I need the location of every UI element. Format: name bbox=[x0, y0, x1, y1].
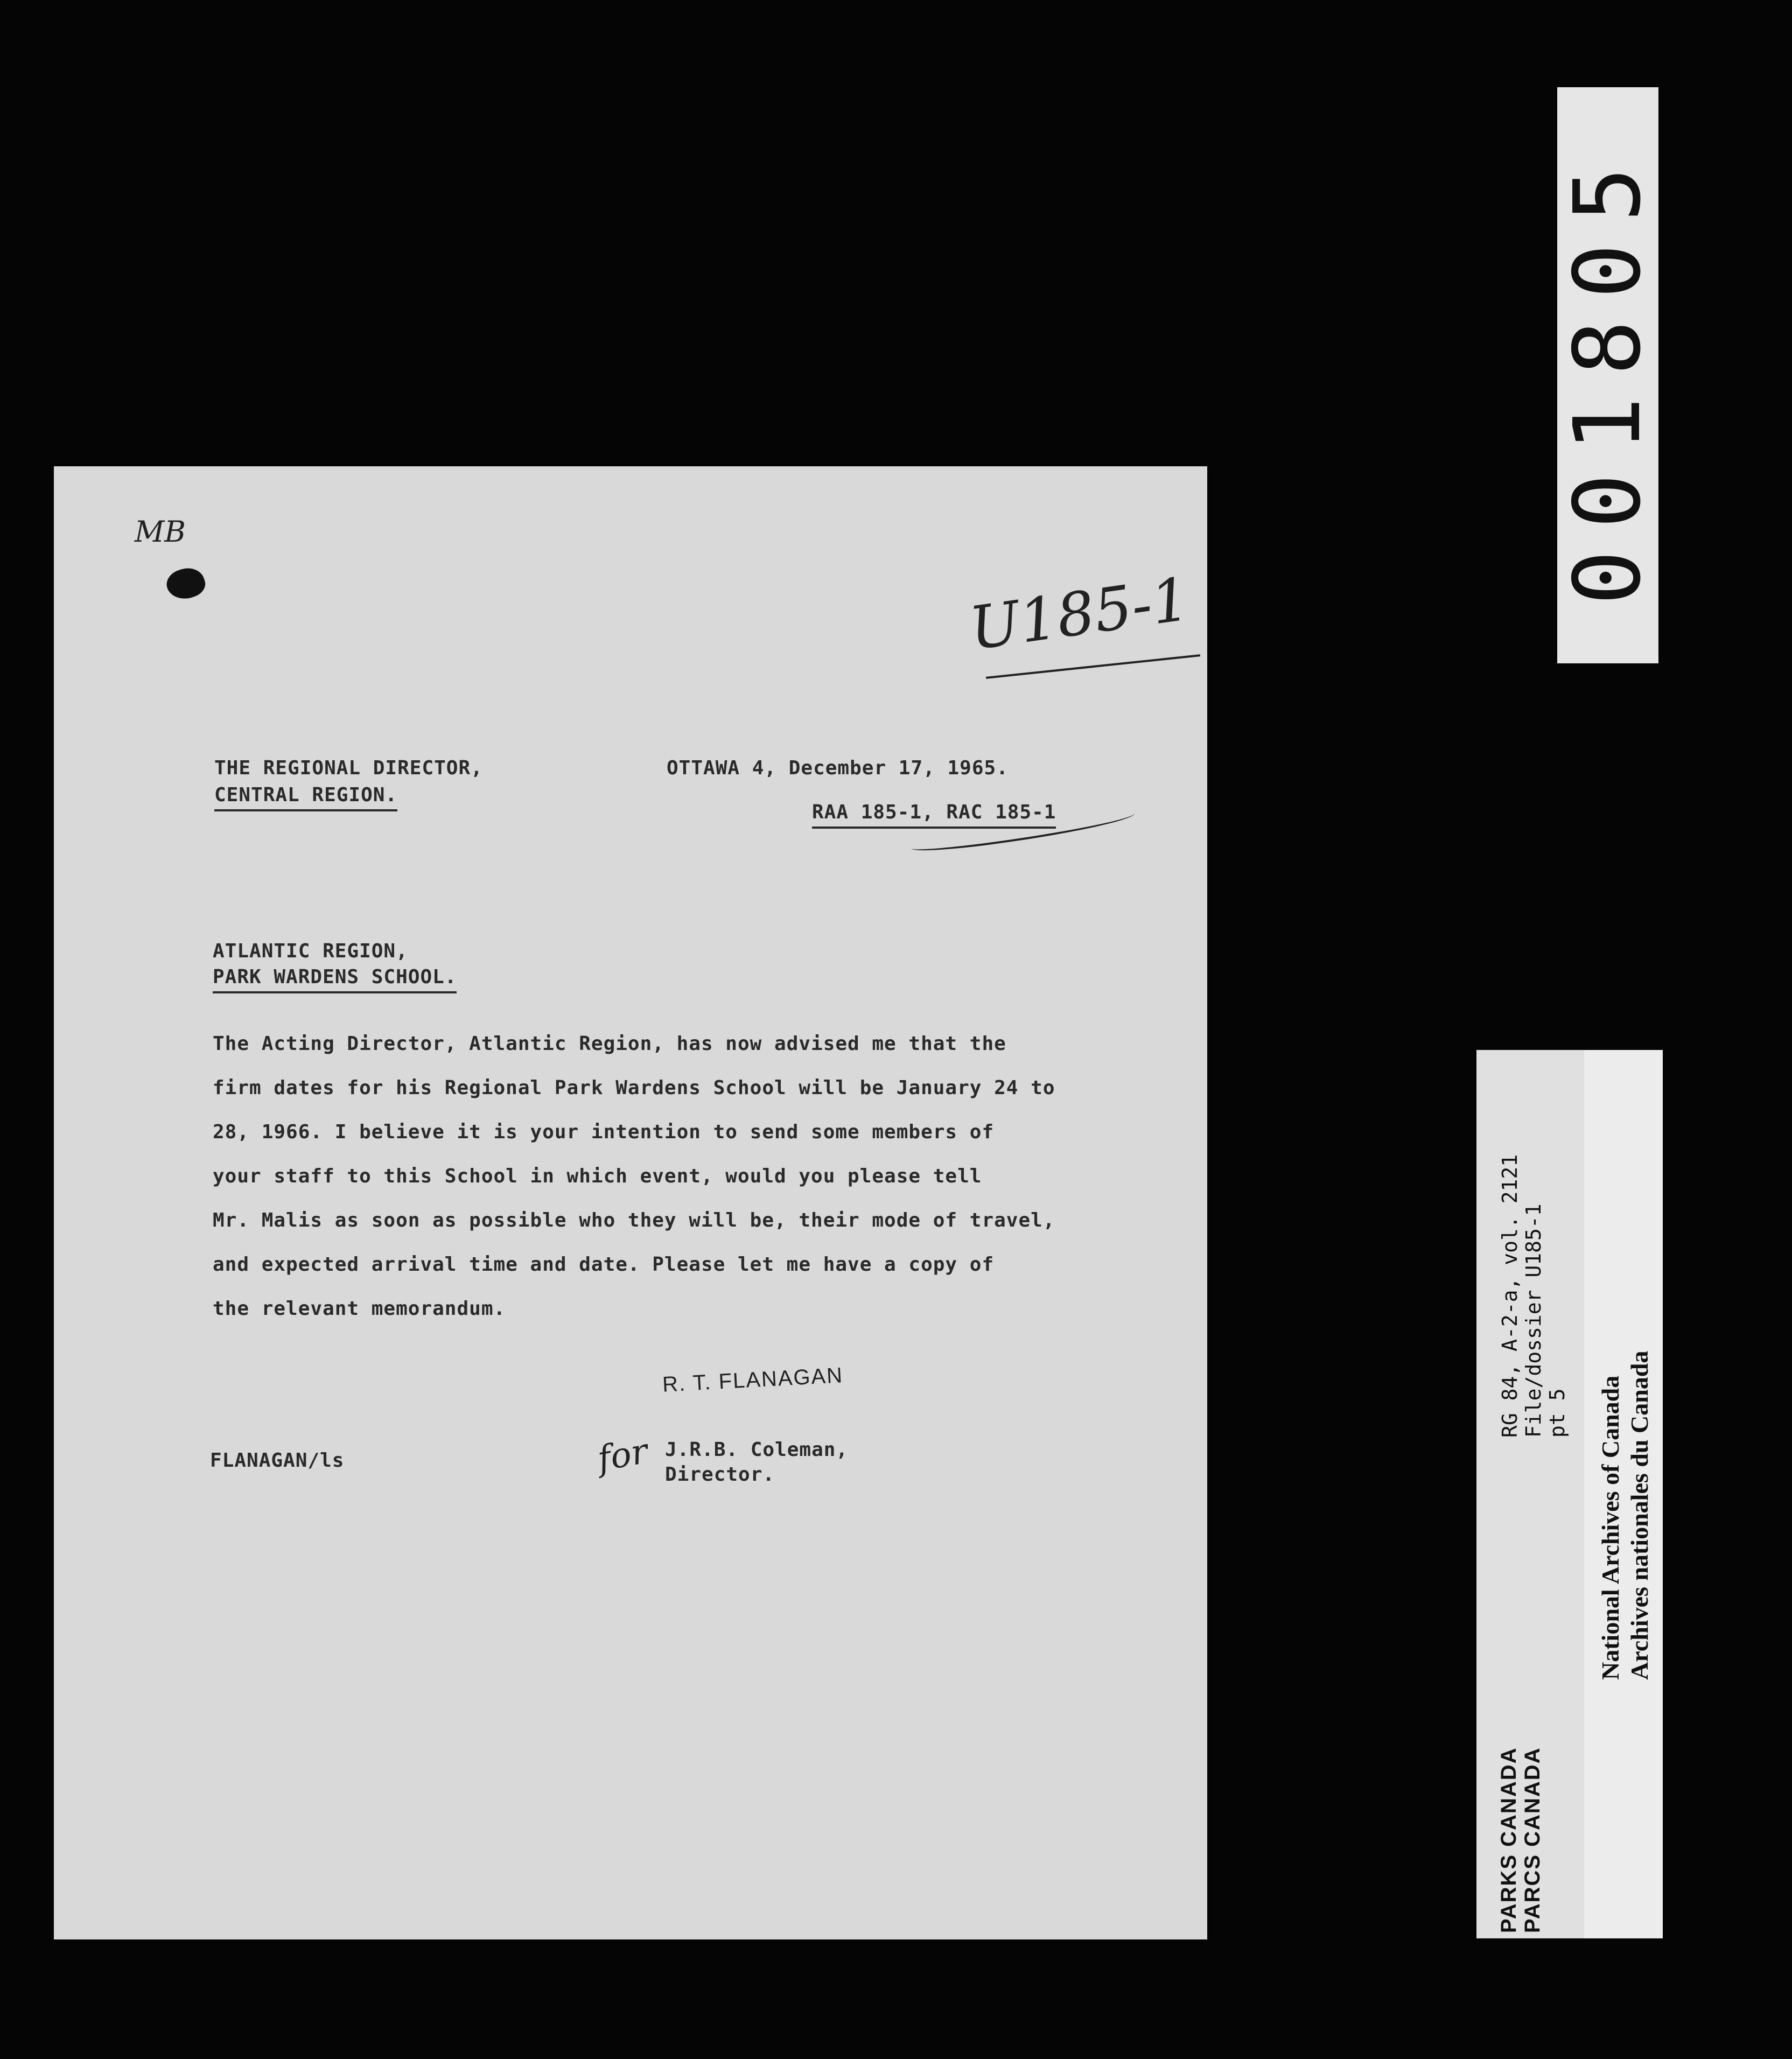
archive-ref-line3: pt 5 bbox=[1545, 1388, 1569, 1438]
signature-stamp: R. T. FLANAGAN bbox=[662, 1363, 844, 1397]
archive-ref-line2: File/dossier U185-1 bbox=[1522, 1203, 1545, 1438]
body-line: 28, 1966. I believe it is your intention to send some members of bbox=[213, 1121, 995, 1143]
subject-line1: ATLANTIC REGION, bbox=[213, 940, 408, 962]
body-line: firm dates for his Regional Park Wardens School will be January 24 to bbox=[213, 1077, 1055, 1099]
body-line: The Acting Director, Atlantic Region, has now advised me that the bbox=[213, 1033, 1006, 1055]
handwritten-underline bbox=[986, 654, 1200, 679]
microfilm-frame-number bbox=[1555, 87, 1661, 663]
body-line: the relevant memorandum. bbox=[213, 1298, 506, 1320]
initials-line: FLANAGAN/ls bbox=[210, 1449, 345, 1472]
reference-numbers: RAA 185-1, RAC 185-1 bbox=[812, 801, 1056, 829]
place-date: OTTAWA 4, December 17, 1965. bbox=[667, 757, 1009, 779]
letter-page bbox=[54, 466, 1207, 1939]
parks-canada-en: PARKS CANADA bbox=[1497, 1747, 1521, 1933]
archive-label-reference bbox=[1476, 1050, 1584, 1938]
addressee-line1: THE REGIONAL DIRECTOR, bbox=[214, 757, 483, 779]
signatory-name: J.R.B. Coleman, bbox=[665, 1439, 849, 1461]
archive-ref-line1: RG 84, A-2-a, vol. 2121 bbox=[1498, 1154, 1522, 1438]
body-line: Mr. Malis as soon as possible who they will be, their mode of travel, bbox=[213, 1209, 1055, 1231]
subject-line2: PARK WARDENS SCHOOL. bbox=[213, 966, 457, 993]
margin-note: MB bbox=[135, 515, 186, 549]
archive-label-institution bbox=[1584, 1050, 1663, 1938]
parks-canada-fr: PARCS CANADA bbox=[1521, 1747, 1544, 1933]
addressee-line2: CENTRAL REGION. bbox=[214, 784, 397, 811]
ink-blot bbox=[163, 563, 209, 605]
body-line: your staff to this School in which event, would you please tell bbox=[213, 1165, 982, 1187]
frame-number-text: 001805 bbox=[1555, 145, 1661, 606]
signature-for: for bbox=[594, 1431, 651, 1480]
archives-name-fr: Archives nationales du Canada bbox=[1626, 1350, 1653, 1680]
body-line: and expected arrival time and date. Please let me have a copy of bbox=[213, 1253, 995, 1276]
handwritten-file-ref: U185-1 bbox=[965, 564, 1194, 663]
archives-name-en: National Archives of Canada bbox=[1597, 1375, 1624, 1680]
signatory-title: Director. bbox=[665, 1463, 775, 1486]
